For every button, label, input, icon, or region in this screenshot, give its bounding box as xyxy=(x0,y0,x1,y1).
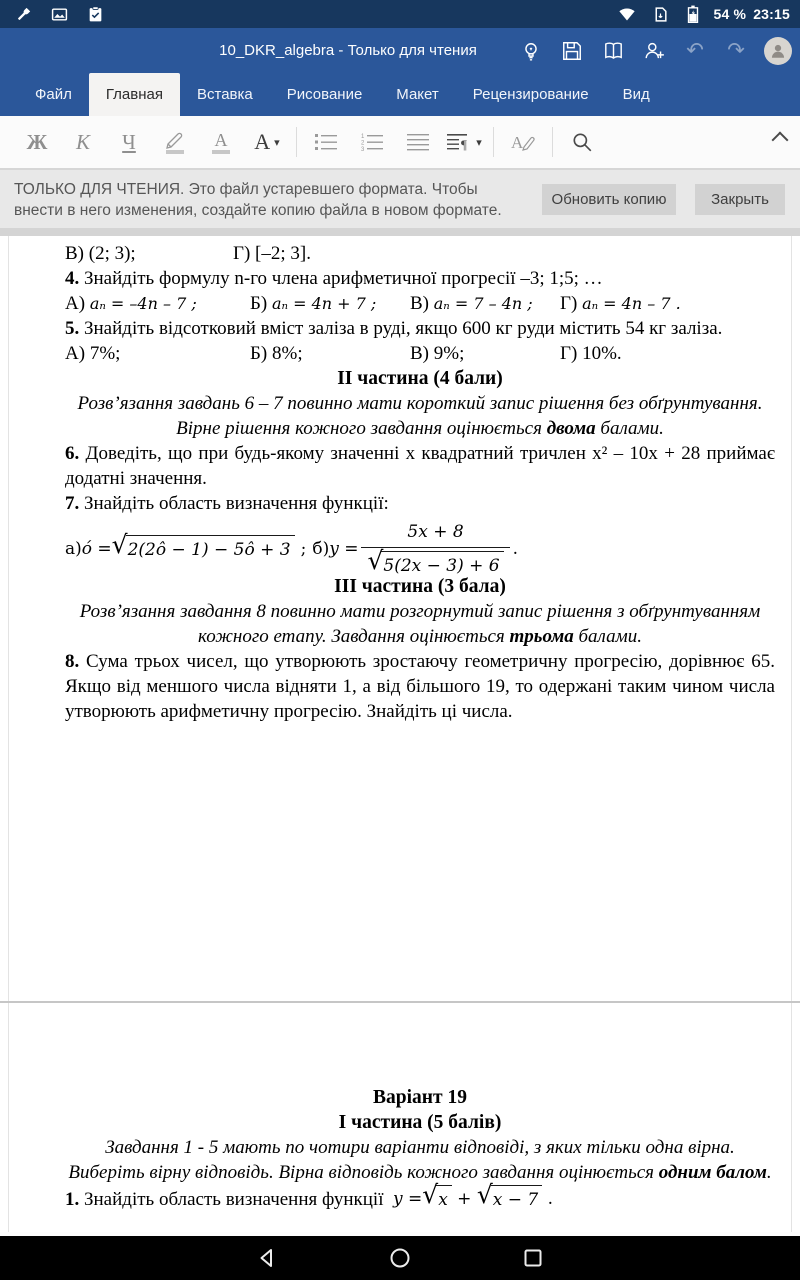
toolbar-divider xyxy=(493,127,494,157)
chevron-down-icon: ▾ xyxy=(274,136,280,149)
italic-button[interactable] xyxy=(60,122,106,162)
recents-button[interactable] xyxy=(518,1243,548,1273)
document-canvas[interactable] xyxy=(0,236,800,1236)
underline-icon: Ч xyxy=(122,129,136,154)
answer-option: Б) aₙ = 4n + 7 ; xyxy=(250,293,377,314)
tab-file[interactable]: Файл xyxy=(35,86,72,103)
question-1: 1. Знайдіть область визначення функції y = √ x + √ x − 7 . xyxy=(65,1185,775,1213)
numbered-list-icon xyxy=(360,132,384,152)
sqrt-expression: √ 5(2x − 3) + 6 xyxy=(367,551,503,579)
update-copy-button[interactable]: Обновить копию xyxy=(542,184,676,215)
ribbon-tab-bar xyxy=(0,73,800,116)
question-7-formulas: а) ó = √ 2(2ô − 1) − 5ô + 3 ; б) y = 5x + 8 √ 5(2x − 3) + 6 . xyxy=(65,524,775,574)
part-2-title: ІІ частина (4 бали) xyxy=(337,368,503,389)
format-painter-icon xyxy=(510,131,536,153)
paragraph-format-dropdown[interactable] xyxy=(441,122,487,162)
svg-text:А: А xyxy=(511,133,524,152)
highlight-button[interactable] xyxy=(152,122,198,162)
android-status-bar xyxy=(0,0,800,28)
readonly-banner xyxy=(0,170,800,228)
answer-option: В) (2; 3); xyxy=(65,243,136,264)
banner-message xyxy=(14,179,524,221)
image-notification-icon xyxy=(46,1,72,27)
formula-label: б) xyxy=(312,538,330,559)
question-8: 8. Сума трьох чисел, що утворюють зростаючу геометричну прогресію, дорівнює 65. Якщо від меншого числа відняти 1, а від більшого 19, то одержані таким чином числа утворюють арифметичну прогресію. Знайдіть ці числа. xyxy=(65,651,775,722)
redo-icon[interactable]: ↷ xyxy=(727,38,745,62)
tab-insert[interactable]: Вставка xyxy=(196,86,253,103)
part-1-note: Завдання 1 - 5 мають по чотири варіанти відповіді, з яких тільки одна вірна. Виберіть вірну відповідь. Вірна відповідь кожного завдання оцінюється одним балом. xyxy=(68,1137,772,1183)
svg-text:2: 2 xyxy=(361,140,365,147)
answer-option: Г) 10%. xyxy=(560,343,622,364)
formula-label: а) xyxy=(65,538,82,559)
font-color-button[interactable] xyxy=(198,122,244,162)
question-6: 6. Доведіть, що при будь-якому значенні x квадратний тричлен x² – 10x + 28 приймає додатні значення. xyxy=(65,443,775,489)
question-1-formula: y = √ x + √ x − 7 . xyxy=(393,1185,553,1213)
answers-row xyxy=(65,241,775,266)
highlighter-icon xyxy=(164,131,186,154)
answer-option: А) aₙ = –4n – 7 ; xyxy=(65,293,197,314)
paragraph-marks-icon xyxy=(446,132,472,152)
document-page-1 xyxy=(0,236,800,1003)
sim-card-icon xyxy=(647,1,673,27)
close-banner-button[interactable]: Закрыть xyxy=(695,184,785,215)
bullet-list-icon xyxy=(314,132,338,152)
content-divider xyxy=(0,228,800,236)
read-view-book-icon[interactable] xyxy=(600,38,626,64)
answer-option: Г) aₙ = 4n – 7 . xyxy=(560,293,681,314)
answer-option: А) 7%; xyxy=(65,343,121,364)
android-nav-bar xyxy=(0,1236,800,1280)
font-format-dropdown[interactable] xyxy=(244,122,290,162)
answer-option: В) 9%; xyxy=(410,343,465,364)
back-button[interactable] xyxy=(252,1243,282,1273)
format-painter-button[interactable] xyxy=(500,122,546,162)
font-icon: А xyxy=(254,129,271,154)
tab-draw[interactable]: Рисование xyxy=(286,86,363,103)
save-icon[interactable] xyxy=(559,38,585,64)
svg-text:¶: ¶ xyxy=(461,137,468,152)
answer-option: В) aₙ = 7 – 4n ; xyxy=(410,293,533,314)
bullet-list-button[interactable] xyxy=(303,122,349,162)
document-page-2 xyxy=(0,1003,800,1232)
recents-icon xyxy=(522,1247,544,1269)
toolbar-divider xyxy=(552,127,553,157)
banner-title: ТОЛЬКО ДЛЯ ЧТЕНИЯ. xyxy=(14,181,185,198)
clock: 23:15 xyxy=(753,6,790,22)
align-justify-button[interactable] xyxy=(395,122,441,162)
svg-text:1: 1 xyxy=(361,134,365,140)
account-avatar[interactable] xyxy=(764,37,792,65)
tell-me-lightbulb-icon[interactable] xyxy=(518,38,544,64)
tab-review[interactable]: Рецензирование xyxy=(472,86,589,103)
chevron-down-icon: ▾ xyxy=(476,136,482,149)
question-5-options xyxy=(65,341,775,366)
app-title-bar xyxy=(0,28,800,73)
numbered-list-button[interactable] xyxy=(349,122,395,162)
svg-text:3: 3 xyxy=(361,147,365,152)
font-color-icon: А xyxy=(212,131,230,154)
align-justify-icon xyxy=(406,132,430,152)
collapse-ribbon-icon[interactable] xyxy=(772,132,789,149)
question-7: 7. Знайдіть область визначення функції: xyxy=(65,493,389,514)
bold-icon: Ж xyxy=(26,129,48,154)
variant-title: Варіант 19 xyxy=(373,1087,467,1108)
question-4: 4. Знайдіть формулу n-го члена арифметичної прогресії –3; 1;5; … xyxy=(65,268,603,289)
answer-option: Б) 8%; xyxy=(250,343,303,364)
question-4-options xyxy=(65,291,775,316)
back-icon xyxy=(256,1247,278,1269)
italic-icon: К xyxy=(76,129,90,154)
home-icon xyxy=(388,1246,412,1270)
sqrt-expression: √ x xyxy=(422,1185,452,1213)
sqrt-expression: √ 2(2ô − 1) − 5ô + 3 xyxy=(112,535,295,563)
toolbar-divider xyxy=(296,127,297,157)
document-title: 10_DKR_algebra - Только для чтения xyxy=(219,42,477,59)
underline-button[interactable] xyxy=(106,122,152,162)
formatting-toolbar xyxy=(0,116,800,170)
battery-percent: 54 % xyxy=(713,6,747,22)
share-add-person-icon[interactable] xyxy=(641,38,667,64)
wifi-icon xyxy=(614,1,640,27)
part-3-note: Розв’язання завдання 8 повинно мати розгорнутий запис рішення з обґрунтуванням кожного етапу. Завдання оцінюється трьома балами. xyxy=(79,601,761,647)
search-button[interactable] xyxy=(559,122,605,162)
question-5: 5. Знайдіть відсотковий вміст заліза в руді, якщо 600 кг руди містить 54 кг заліза. xyxy=(65,318,723,339)
home-button[interactable] xyxy=(385,1243,415,1273)
answer-option: Г) [–2; 3]. xyxy=(233,243,311,264)
tab-view[interactable]: Вид xyxy=(622,86,650,103)
banner-body: Это файл устаревшего формата. Чтобы внести в него изменения, создайте копию файла в новом формате. xyxy=(14,181,502,219)
search-icon xyxy=(571,131,593,153)
tab-home[interactable]: Главная xyxy=(89,73,180,116)
part-1-title: І частина (5 балів) xyxy=(338,1112,502,1133)
battery-icon xyxy=(680,1,706,27)
tab-layout[interactable]: Макет xyxy=(396,86,439,103)
bold-button[interactable] xyxy=(14,122,60,162)
sqrt-expression: √ x − 7 xyxy=(477,1185,542,1213)
undo-icon[interactable]: ↶ xyxy=(686,38,704,62)
part-2-note: Розв’язання завдань 6 – 7 повинно мати короткий запис рішення без обґрунтування. Вірне рішення кожного завдання оцінюється двома балами. xyxy=(77,393,763,439)
part-3-title: ІІІ частина (3 бала) xyxy=(334,576,506,597)
clipboard-check-icon xyxy=(82,1,108,27)
fraction-expression: 5x + 8 √ 5(2x − 3) + 6 xyxy=(361,520,509,579)
wrench-icon xyxy=(10,1,36,27)
